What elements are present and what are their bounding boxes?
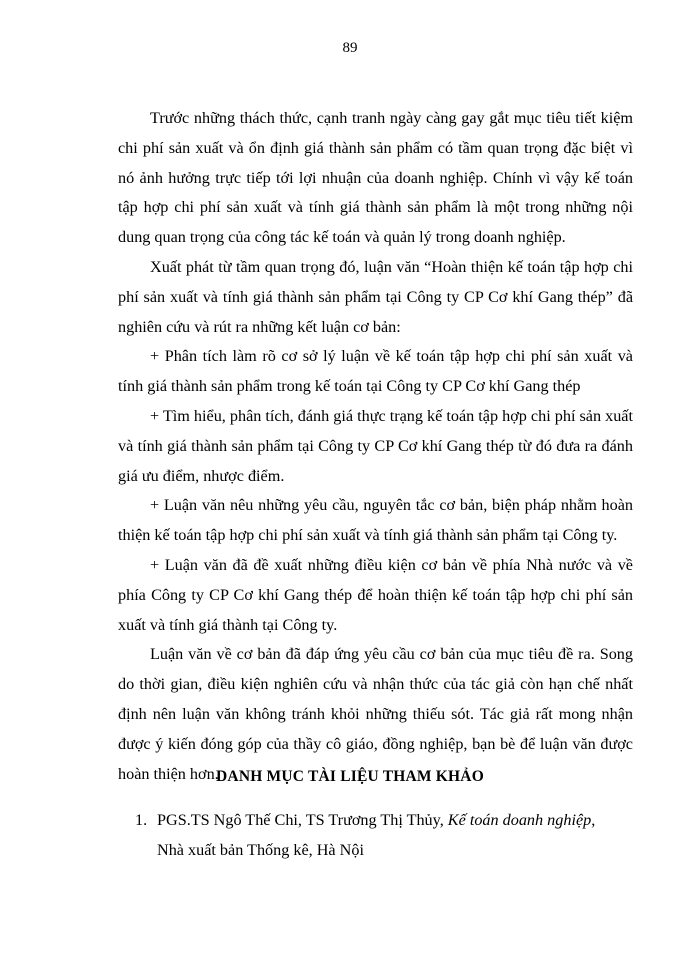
reference-title: Kế toán doanh nghiệp [447,811,592,829]
page-number: 89 [342,40,358,56]
reference-publisher: Nhà xuất bản Thống kê, Hà Nội [157,840,364,859]
paragraph: Luận văn về cơ bản đã đáp ứng yêu cầu cơ bản của mục tiêu đề ra. Song do thời gian, điều kiện nghiên cứu và nhận thức của tác giả còn hạn chế nhất định nên luận văn không tránh khỏi những thiếu sót. Tác giả rất mong nhận được ý kiến đóng góp của thầy cô giáo, đồng nghiệp, bạn bè để luận văn được hoàn thiện hơn. [118,645,633,783]
references-heading: DANH MỤC TÀI LIỆU THAM KHẢO [216,768,484,785]
paragraph: + Luận văn nêu những yêu cầu, nguyên tắc cơ bản, biện pháp nhằm hoàn thiện kế toán tập hợp chi phí sản xuất và tính giá thành sản phẩm tại Công ty. [118,496,633,545]
paragraph: + Luận văn đã đề xuất những điều kiện cơ bản về phía Nhà nước và về phía Công ty CP Cơ khí Gang thép để hoàn thiện kế toán tập hợp chi phí sản xuất và tính giá thành tại Công ty. [118,555,633,634]
reference-authors: PGS.TS Ngô Thế Chi, TS Trương Thị Thủy, [157,811,448,829]
paragraph: Trước những thách thức, cạnh tranh ngày càng gay gắt mục tiêu tiết kiệm chi phí sản xuất và ổn định giá thành sản phẩm có tầm quan trọng đặc biệt vì nó ảnh hưởng trực tiếp tới lợi nhuận của doanh nghiệp. Chính vì vậy kế toán tập hợp chi phí sản xuất và tính giá thành sản phẩm là một trong những nội dung quan trọng của công tác kế toán và quản lý trong doanh nghiệp. [118,109,633,247]
reference-separator: , [591,811,596,829]
conclusion-body [118,104,633,789]
paragraph: + Tìm hiểu, phân tích, đánh giá thực trạng kế toán tập hợp chi phí sản xuất và tính giá thành sản phẩm tại Công ty CP Cơ khí Gang thép từ đó đưa ra đánh giá ưu điểm, nhược điểm. [118,406,633,485]
reference-item [135,806,633,866]
reference-number: 1. [135,811,148,829]
paragraph: + Phân tích làm rõ cơ sở lý luận về kế toán tập hợp chi phí sản xuất và tính giá thành sản phẩm trong kế toán tại Công ty CP Cơ khí Gang thép [118,347,633,396]
paragraph: Xuất phát từ tầm quan trọng đó, luận văn “Hoàn thiện kế toán tập hợp chi phí sản xuất và tính giá thành sản phẩm tại Công ty CP Cơ khí Gang thép” đã nghiên cứu và rút ra những kết luận cơ bản: [118,257,633,336]
